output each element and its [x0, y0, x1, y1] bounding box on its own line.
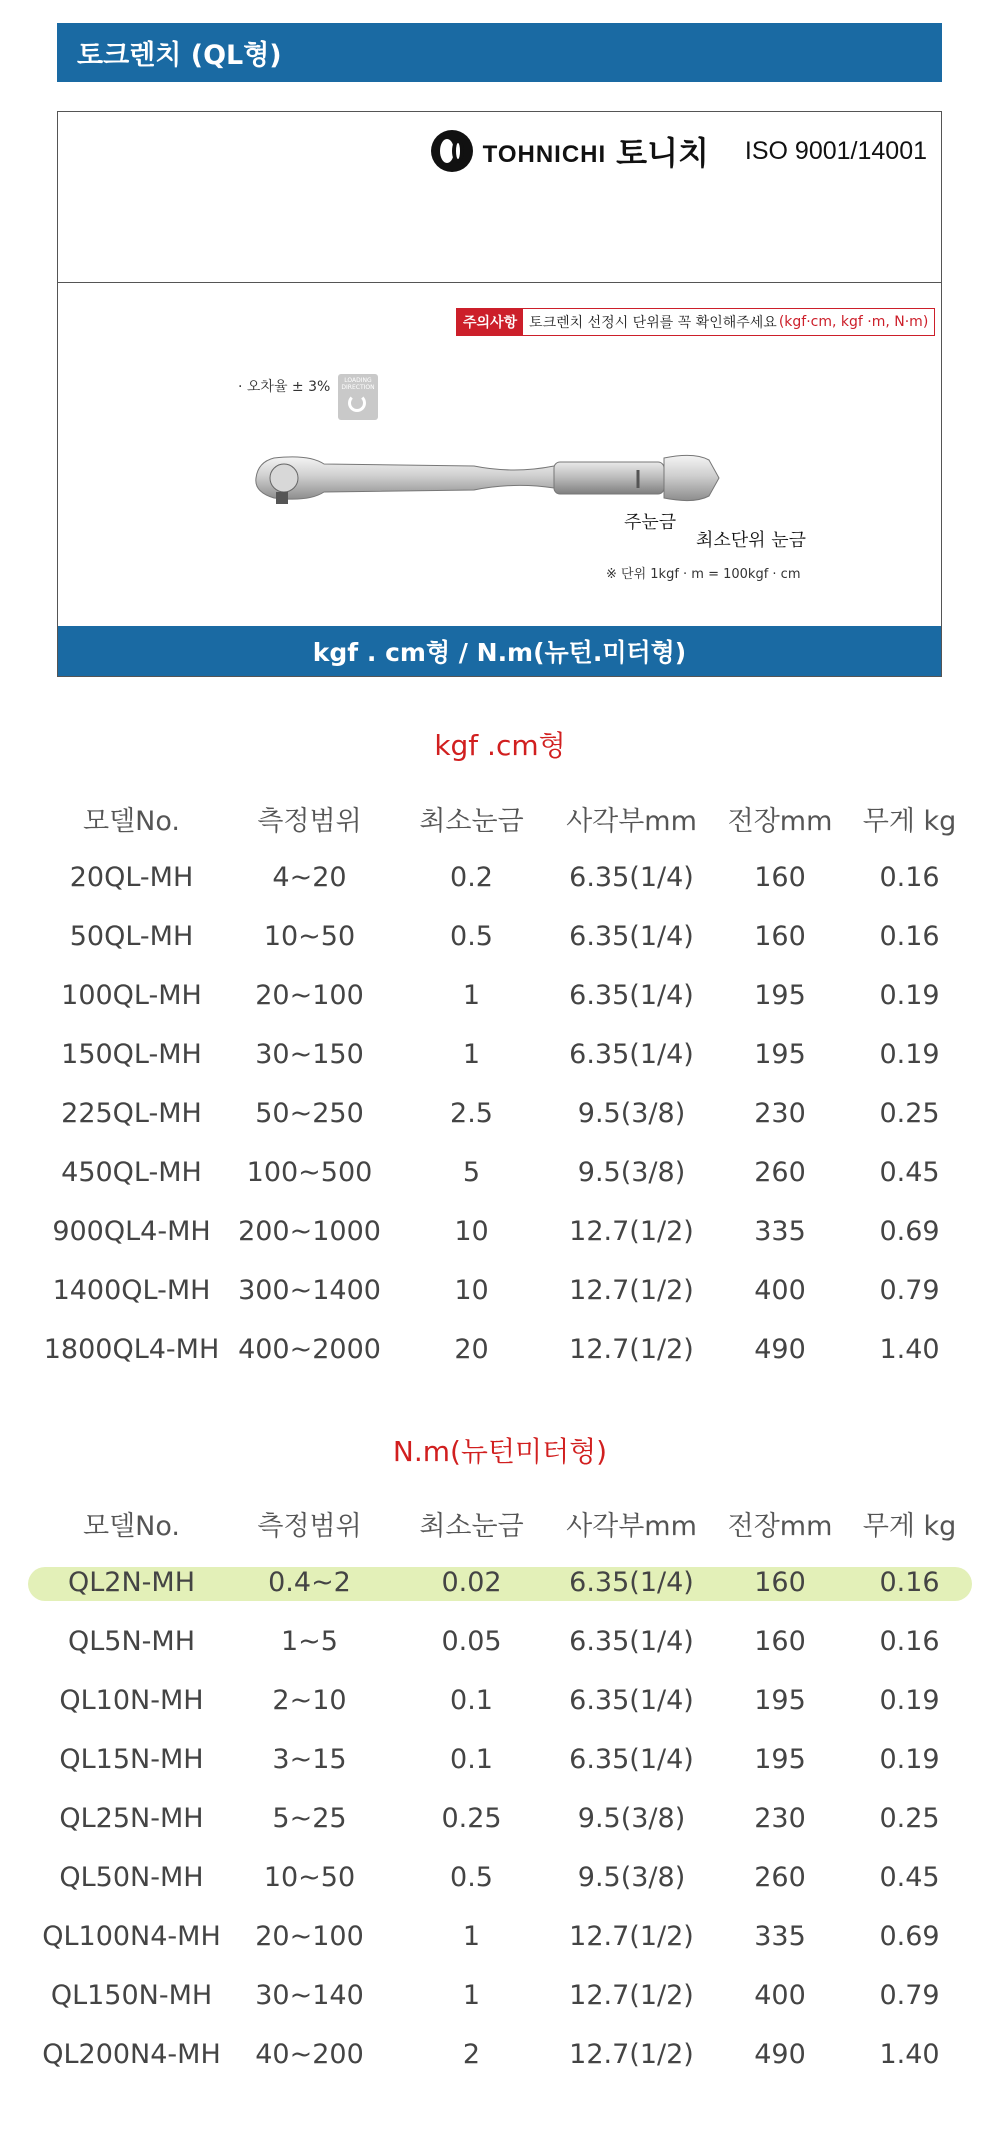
notice-units: (kgf·cm, kgf ·m, N·m)	[778, 314, 929, 330]
unit-type-bar: kgf . cm형 / N.m(뉴턴.미터형)	[58, 626, 941, 676]
cell-square-drive: 6.35(1/4)	[569, 1685, 694, 1716]
table-row	[40, 1671, 975, 1730]
cell-min-scale: 20	[454, 1334, 489, 1365]
cell-weight: 0.19	[879, 1685, 940, 1716]
table-row	[40, 1553, 975, 1612]
cell-length: 195	[754, 1685, 806, 1716]
kgf-spec-table	[40, 789, 975, 1379]
cell-square-drive: 12.7(1/2)	[569, 1921, 694, 1952]
col-header-range: 측정범위	[257, 1511, 362, 1542]
cell-weight: 0.25	[879, 1098, 940, 1129]
cell-range: 2~10	[272, 1685, 347, 1716]
nm-spec-table	[40, 1494, 975, 2084]
cell-square-drive: 6.35(1/4)	[569, 980, 694, 1011]
cell-weight: 0.69	[879, 1921, 940, 1952]
cell-square-drive: 6.35(1/4)	[569, 1626, 694, 1657]
table-row	[40, 1084, 975, 1143]
cell-weight: 0.19	[879, 1744, 940, 1775]
cell-model: 1800QL4-MH	[43, 1334, 220, 1365]
cell-model: 225QL-MH	[61, 1098, 202, 1129]
col-header-weight: 무게 kg	[862, 1511, 957, 1542]
cell-range: 4~20	[272, 862, 347, 893]
table-row	[40, 1202, 975, 1261]
table-row	[40, 1848, 975, 1907]
cell-min-scale: 0.1	[450, 1685, 493, 1716]
cell-model: 450QL-MH	[61, 1157, 202, 1188]
cell-min-scale: 1	[462, 1921, 481, 1952]
cell-min-scale: 5	[462, 1157, 481, 1188]
col-header-min-scale: 최소눈금	[419, 1511, 524, 1542]
cell-length: 230	[754, 1098, 806, 1129]
table-row	[40, 1966, 975, 2025]
cell-square-drive: 6.35(1/4)	[569, 1744, 694, 1775]
notice-tag: 주의사항	[457, 309, 523, 335]
cell-min-scale: 1	[462, 1039, 481, 1070]
cell-weight: 0.16	[879, 921, 940, 952]
cell-length: 195	[754, 1744, 806, 1775]
cell-range: 300~1400	[238, 1275, 381, 1306]
table-row	[40, 1025, 975, 1084]
cell-model: 1400QL-MH	[52, 1275, 211, 1306]
brand-name-ko: 토니치	[616, 134, 709, 172]
cell-min-scale: 0.25	[441, 1803, 502, 1834]
cell-model: 20QL-MH	[69, 862, 194, 893]
cell-model: QL2N-MH	[67, 1567, 195, 1598]
cell-range: 30~140	[255, 1980, 364, 2011]
cell-length: 160	[754, 862, 806, 893]
cell-square-drive: 12.7(1/2)	[569, 1980, 694, 2011]
cell-weight: 0.19	[879, 980, 940, 1011]
cell-length: 400	[754, 1275, 806, 1306]
cell-square-drive: 9.5(3/8)	[577, 1098, 686, 1129]
cell-length: 160	[754, 1567, 806, 1598]
rotation-arrow-icon	[348, 394, 366, 412]
cell-length: 230	[754, 1803, 806, 1834]
cell-weight: 0.45	[879, 1157, 940, 1188]
cell-min-scale: 0.1	[450, 1744, 493, 1775]
cell-weight: 0.16	[879, 1626, 940, 1657]
cell-range: 3~15	[272, 1744, 347, 1775]
cell-min-scale: 0.5	[450, 921, 493, 952]
cell-weight: 0.79	[879, 1275, 940, 1306]
nm-table-title: N.m(뉴턴미터형)	[392, 1435, 608, 1468]
cell-range: 200~1000	[238, 1216, 381, 1247]
table-row	[40, 848, 975, 907]
col-header-square-drive: 사각부mm	[566, 1511, 697, 1542]
cell-square-drive: 12.7(1/2)	[569, 1216, 694, 1247]
loading-direction-label: LOADING DIRECTION	[341, 377, 375, 391]
cell-min-scale: 2	[462, 2039, 481, 2070]
cell-range: 10~50	[263, 921, 356, 952]
notice-message: 토크렌치 선정시 단위를 꼭 확인해주세요	[529, 315, 777, 331]
cell-range: 10~50	[263, 1862, 356, 1893]
cell-square-drive: 12.7(1/2)	[569, 1275, 694, 1306]
table-header-row	[40, 1494, 975, 1553]
cell-weight: 0.69	[879, 1216, 940, 1247]
cell-weight: 0.16	[879, 1567, 940, 1598]
cell-model: QL15N-MH	[59, 1744, 204, 1775]
cell-model: 150QL-MH	[61, 1039, 202, 1070]
notice-box	[456, 308, 935, 336]
cell-min-scale: 0.5	[450, 1862, 493, 1893]
cell-min-scale: 1	[462, 980, 481, 1011]
tohnichi-logo-icon	[431, 130, 473, 172]
table-header-row	[40, 789, 975, 848]
cell-square-drive: 6.35(1/4)	[569, 1567, 694, 1598]
cell-model: QL150N-MH	[50, 1980, 213, 2011]
cell-length: 195	[754, 980, 806, 1011]
cell-min-scale: 2.5	[450, 1098, 493, 1129]
cell-model: QL5N-MH	[67, 1626, 195, 1657]
cell-weight: 0.25	[879, 1803, 940, 1834]
col-header-range: 측정범위	[257, 806, 362, 837]
cell-min-scale: 10	[454, 1275, 489, 1306]
cell-range: 1~5	[281, 1626, 338, 1657]
cell-length: 335	[754, 1216, 806, 1247]
cell-length: 490	[754, 2039, 806, 2070]
cell-weight: 0.19	[879, 1039, 940, 1070]
table-row	[40, 2025, 975, 2084]
cell-weight: 1.40	[879, 1334, 940, 1365]
cell-model: QL10N-MH	[59, 1685, 204, 1716]
table-row	[40, 966, 975, 1025]
cell-length: 260	[754, 1157, 806, 1188]
cell-length: 260	[754, 1862, 806, 1893]
col-header-length: 전장mm	[727, 806, 833, 837]
kgf-table-title: kgf .cm형	[434, 729, 566, 762]
cell-range: 40~200	[255, 2039, 364, 2070]
page-title: 토크렌치 (QL형)	[57, 23, 942, 82]
cell-min-scale: 0.2	[450, 862, 493, 893]
cell-weight: 0.45	[879, 1862, 940, 1893]
cell-model: QL25N-MH	[59, 1803, 204, 1834]
cell-square-drive: 6.35(1/4)	[569, 1039, 694, 1070]
torque-wrench-image	[254, 452, 784, 522]
cell-weight: 1.40	[879, 2039, 940, 2070]
cell-range: 5~25	[272, 1803, 347, 1834]
loading-direction-icon	[338, 374, 378, 420]
col-header-square-drive: 사각부mm	[566, 806, 697, 837]
table-row	[40, 1612, 975, 1671]
cell-range: 50~250	[255, 1098, 364, 1129]
cell-square-drive: 12.7(1/2)	[569, 2039, 694, 2070]
cell-min-scale: 0.05	[441, 1626, 502, 1657]
cell-range: 20~100	[255, 980, 364, 1011]
unit-conversion-note: ※ 단위 1kgf · m = 100kgf · cm	[606, 567, 801, 582]
cell-range: 0.4~2	[268, 1567, 351, 1598]
cell-model: 900QL4-MH	[52, 1216, 211, 1247]
table-row	[40, 1143, 975, 1202]
cell-model: QL50N-MH	[59, 1862, 204, 1893]
cell-square-drive: 9.5(3/8)	[577, 1803, 686, 1834]
cell-range: 100~500	[246, 1157, 373, 1188]
error-rate: · 오차율 ± 3%	[238, 379, 331, 395]
table-row	[40, 1320, 975, 1379]
product-panel	[57, 111, 942, 677]
cell-square-drive: 6.35(1/4)	[569, 921, 694, 952]
table-row	[40, 1730, 975, 1789]
iso-certification: ISO 9001/14001	[744, 136, 927, 165]
cell-weight: 0.79	[879, 1980, 940, 2011]
cell-square-drive: 9.5(3/8)	[577, 1862, 686, 1893]
table-row	[40, 1789, 975, 1848]
main-scale-label: 주눈금	[624, 512, 677, 533]
col-header-weight: 무게 kg	[862, 806, 957, 837]
col-header-model: 모델No.	[83, 806, 180, 837]
cell-length: 160	[754, 921, 806, 952]
cell-length: 195	[754, 1039, 806, 1070]
col-header-min-scale: 최소눈금	[419, 806, 524, 837]
cell-min-scale: 1	[462, 1980, 481, 2011]
cell-square-drive: 6.35(1/4)	[569, 862, 694, 893]
cell-length: 335	[754, 1921, 806, 1952]
cell-weight: 0.16	[879, 862, 940, 893]
cell-range: 30~150	[255, 1039, 364, 1070]
cell-model: QL200N4-MH	[42, 2039, 221, 2070]
table-row	[40, 1261, 975, 1320]
cell-square-drive: 12.7(1/2)	[569, 1334, 694, 1365]
brand-name-en: TOHNICHI	[482, 141, 607, 168]
min-scale-label: 최소단위 눈금	[696, 530, 807, 551]
table-row	[40, 1907, 975, 1966]
cell-length: 490	[754, 1334, 806, 1365]
cell-square-drive: 9.5(3/8)	[577, 1157, 686, 1188]
cell-model: QL100N4-MH	[42, 1921, 221, 1952]
cell-range: 20~100	[255, 1921, 364, 1952]
cell-model: 50QL-MH	[69, 921, 194, 952]
cell-min-scale: 10	[454, 1216, 489, 1247]
cell-range: 400~2000	[238, 1334, 381, 1365]
cell-length: 400	[754, 1980, 806, 2011]
table-row	[40, 907, 975, 966]
cell-model: 100QL-MH	[61, 980, 202, 1011]
col-header-model: 모델No.	[83, 1511, 180, 1542]
col-header-length: 전장mm	[727, 1511, 833, 1542]
brand	[431, 128, 927, 174]
notice-text	[523, 309, 934, 335]
cell-min-scale: 0.02	[441, 1567, 502, 1598]
brand-row	[58, 112, 941, 283]
cell-length: 160	[754, 1626, 806, 1657]
